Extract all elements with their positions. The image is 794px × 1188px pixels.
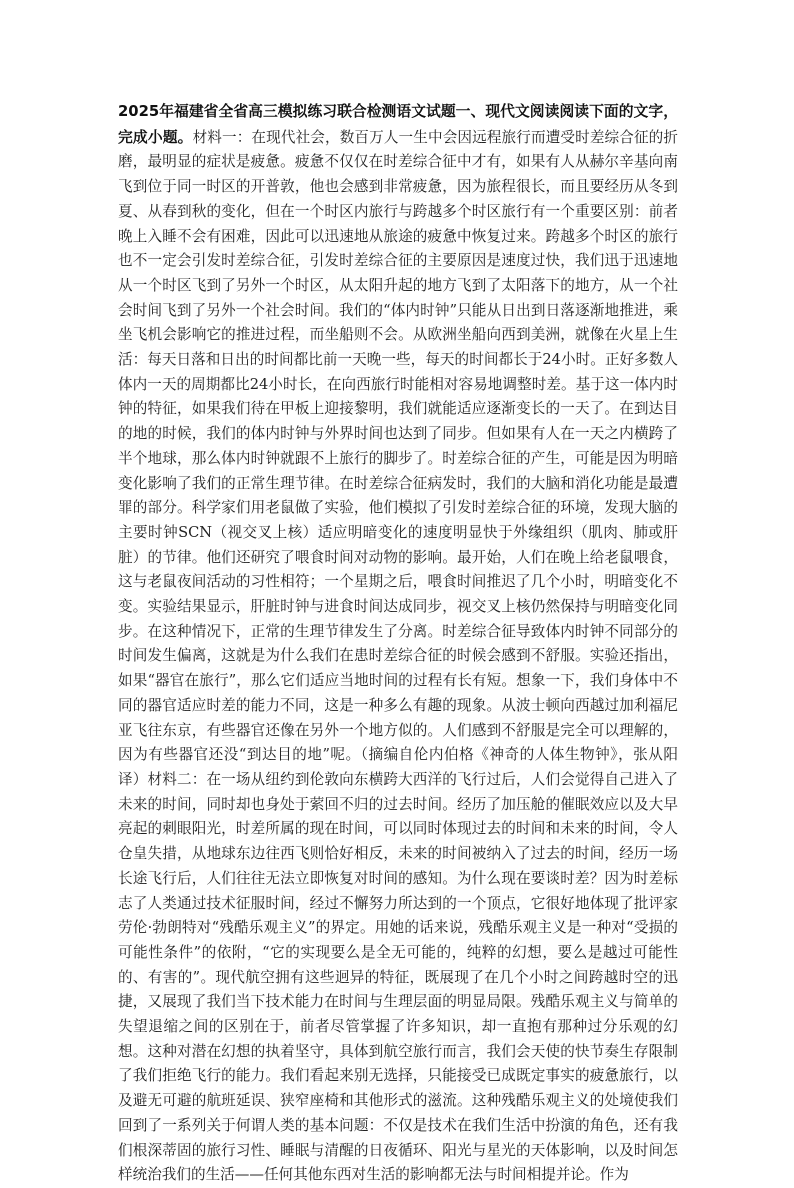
document-body (118, 99, 678, 1188)
document-passage: 材料一：在现代社会，数百万人一生中会因远程旅行而遭受时差综合征的折磨，最明显的症状是疲惫。疲惫不仅仅在时差综合征中才有，如果有人从赫尔辛基向南飞到位于同一时区的开普敦，他也会感到非常疲惫，因为旅程很长，而且要经历从冬到夏、从春到秋的变化，但在一个时区内旅行与跨越多个时区旅行有一个重要区别：前者晚上入睡不会有困难，因此可以迅速地从旅途的疲惫中恢复过来。跨越多个时区的旅行也不一定会引发时差综合征，引发时差综合征的主要原因是速度过快，我们迅于迅速地从一个时区飞到了另外一个时区，从太阳升起的地方飞到了太阳落下的地方，从一个社会时间飞到了另外一个社会时间。我们的“体内时钟”只能从日出到日落逐渐地推进，乘坐飞机会影响它的推进过程，而坐船则不会。从欧洲坐船向西到美洲，就像在火星上生活：每天日落和日出的时间都比前一天晚一些，每天的时间都长于24小时。正好多数人体内一天的周期都比24小时长，在向西旅行时能相对容易地调整时差。基于这一体内时钟的特征，如果我们待在甲板上迎接黎明，我们就能适应逐渐变长的一天了。在到达目的地的时候，我们的体内时钟与外界时间也达到了同步。但如果有人在一天之内横跨了半个地球，那么体内时钟就跟不上旅行的脚步了。时差综合征的产生，可能是因为明暗变化影响了我们的正常生理节律。在时差综合征病发时，我们的大脑和消化功能是最遭罪的部分。科学家们用老鼠做了实验，他们模拟了引发时差综合征的环境，发现大脑的主要时钟SCN（视交叉上核）适应明暗变化的速度明显快于外缘组织（肌肉、肺或肝脏）的节律。他们还研究了喂食时间对动物的影响。最开始，人们在晚上给老鼠喂食，这与老鼠夜间活动的习性相符；一个星期之后，喂食时间推迟了几个小时，明暗变化不变。实验结果显示，肝脏时钟与进食时间达成同步，视交叉上核仍然保持与明暗变化同步。在这种情况下，正常的生理节律发生了分离。时差综合征导致体内时钟不同部分的时间发生偏离，这就是为什么我们在患时差综合征的时候会感到不舒服。实验还指出，如果“器官在旅行”，那么它们适应当地时间的过程有长有短。想象一下，我们身体中不同的器官适应时差的能力不同，这是一种多么有趣的现象。从波士顿向西越过加利福尼亚飞往东京，有些器官还像在另外一个地方似的。人们感到不舒服是完全可以理解的，因为有些器官还没“到达目的地”呢。（摘编自伦内伯格《神奇的人体生物钟》，张从阳译）材料二：在一场从纽约到伦敦向东横跨大西洋的飞行过后，人们会觉得自己进入了未来的时间，同时却也身处于萦回不归的过去时间。经历了加压舱的催眠效应以及大早亮起的刺眼阳光，时差所属的现在时间，可以同时体现过去的时间和未来的时间，令人仓皇失措，从地球东边往西飞则恰好相反，未来的时间被纳入了过去的时间，经历一场长途飞行后，人们往往无法立即恢复对时间的感知。为什么现在要谈时差？因为时差标志了人类通过技术征服时间，经过不懈努力所达到的一个顶点，它很好地体现了批评家劳伦·勃朗特对“残酷乐观主义”的界定。用她的话来说，残酷乐观主义是一种对“受损的可能性条件”的依附，“它的实现要么是全无可能的，纯粹的幻想，要么是越过可能性的、有害的”。现代航空拥有这些迥异的特征，既展现了在几个小时之间跨越时空的迅捷，又展现了我们当下技术能力在时间与生理层面的明显局限。残酷乐观主义与简单的失望退缩之间的区别在于，前者尽管掌握了许多知识，却一直抱有那种过分乐观的幻想。这种对潜在幻想的执着坚守，具体到航空旅行而言，我们会天使的快节奏生存限制了我们拒绝飞行的能力。我们看起来别无选择，只能接受已成既定事实的疲惫旅行，以及避无可避的航班延误、狭窄座椅和其他形式的滋流。这种残酷乐观主义的处境使我们回到了一系列关于何谓人类的基本问题：不仅是技术在我们生活中扮演的角色，还有我们根深蒂固的旅行习性、睡眠与清醒的日夜循环、阳光与星光的天体影响，以及时间怎样统治我们的生活——任何其他东西对生活的影响都无法与时间相提并论。作为 (118, 128, 678, 1184)
document-title: 2025年福建省全省高三模拟练习联合检测语文试题一、现代文阅读阅读下面的文字，完成小题。 (118, 103, 678, 146)
document-page (118, 99, 678, 1184)
